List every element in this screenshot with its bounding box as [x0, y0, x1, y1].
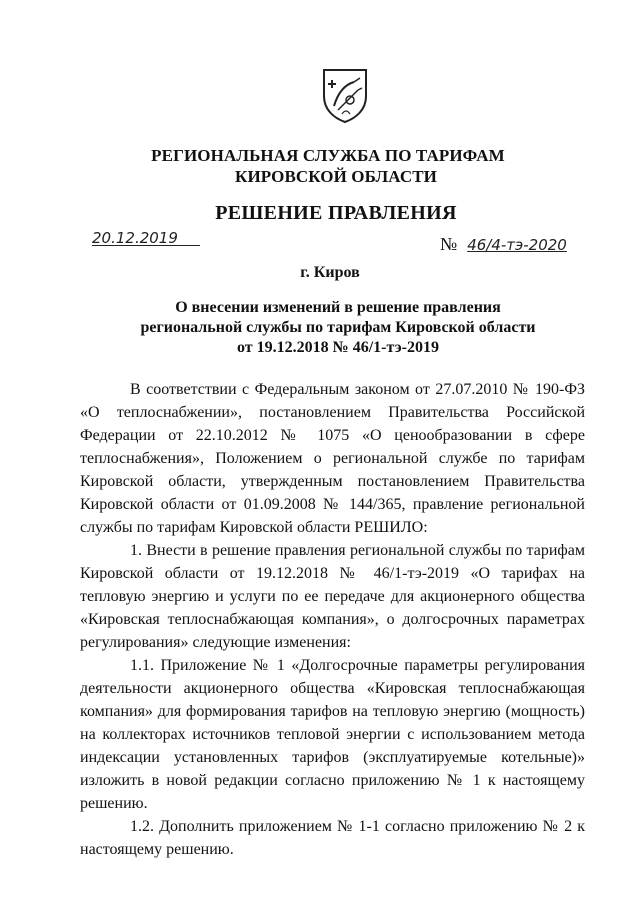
item-1-1-paragraph: 1.1. Приложение № 1 «Долгосрочные параметры регулирования деятельности акционерного общества «Кировская теплоснабжающая компания» для формирования тарифов на тепловую энергию (мощность) на коллекторах источников тепловой энергии с использованием метода индексации установленных тарифов (эксплуатируемые котельные)» изложить в новой редакции согласно приложению № 1 к настоящему решению.	[80, 657, 585, 812]
handwritten-date: 20.12.2019	[92, 229, 178, 247]
subject-line1: О внесении изменений в решение правления	[175, 299, 501, 316]
decision-subject	[18, 298, 640, 358]
number-sign: №	[440, 234, 458, 254]
intro-paragraph: В соответствии с Федеральным законом от 27.07.2010 № 190-ФЗ «О теплоснабжении», постановлением Правительства Российской Федерации от 22.10.2012 № 1075 «О ценообразовании в сфере теплоснабжения», Положением о региональной службе по тарифам Кировской области, утвержденным постановлением Правительства Кировской области от 01.09.2008 № 144/365, правление региональной службы по тарифам Кировской области РЕШИЛО:	[80, 381, 585, 536]
decision-date	[92, 229, 200, 248]
coat-of-arms-icon	[320, 66, 370, 124]
city: г. Киров	[300, 264, 360, 281]
organization-name-line2: КИРОВСКОЙ ОБЛАСТИ	[235, 167, 437, 186]
document-title: РЕШЕНИЕ ПРАВЛЕНИЯ	[215, 202, 457, 224]
subject-line3: от 19.12.2018 № 46/1-тэ-2019	[237, 339, 439, 356]
item-1-2-paragraph: 1.2. Дополнить приложением № 1-1 согласно приложению № 2 к настоящему решению.	[80, 818, 585, 858]
handwritten-number: 46/4-тэ-2020	[467, 236, 567, 254]
decision-body	[80, 378, 585, 861]
date-underline	[92, 245, 200, 246]
subject-line2: региональной службы по тарифам Кировской области	[140, 319, 536, 336]
item-1-paragraph: 1. Внести в решение правления региональной службы по тарифам Кировской области от 19.12.2018 № 46/1-тэ-2019 «О тарифах на тепловую энергию и услуги по ее передаче для акционерного общества «Кировская теплоснабжающая компания», о долгосрочных параметрах регулирования» следующие изменения:	[80, 542, 585, 651]
decision-number	[440, 234, 590, 255]
organization-name-line1: РЕГИОНАЛЬНАЯ СЛУЖБА ПО ТАРИФАМ	[151, 146, 505, 165]
